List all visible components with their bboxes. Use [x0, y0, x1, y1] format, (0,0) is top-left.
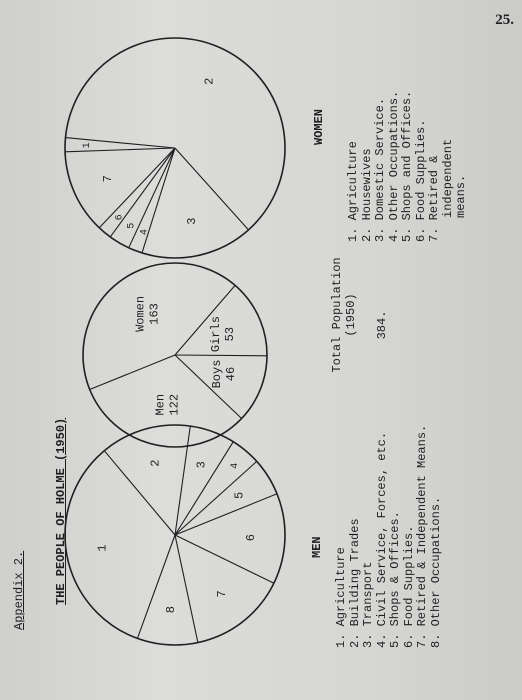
- men-pie-divider: [175, 491, 277, 535]
- pie-slice-label: Boys: [209, 359, 224, 389]
- appendix-heading: Appendix 2.: [12, 550, 26, 630]
- document-title: THE PEOPLE OF HOLME (1950): [54, 417, 68, 605]
- women-chart-title: WOMEN: [312, 108, 326, 145]
- page-number: 25.: [495, 12, 514, 28]
- men-legend-item: 6. Food Supplies.: [401, 525, 416, 648]
- women-pie-slice-label: 5: [126, 222, 138, 229]
- women-legend-item: 1. Agriculture: [346, 141, 360, 242]
- total-pie-divider: [175, 355, 267, 356]
- women-pie-slice-label: 2: [202, 77, 217, 85]
- women-pie-slice-label: 6: [114, 214, 126, 221]
- men-chart-title: MEN: [310, 536, 324, 558]
- pie-slice-label: Women: [133, 295, 148, 332]
- men-legend: [335, 425, 443, 648]
- men-pie-slice-label: 6: [243, 533, 258, 542]
- men-pie-slice-label: 5: [232, 491, 247, 500]
- men-pie-divider: [137, 535, 175, 638]
- men-pie-slice-label: 7: [215, 590, 230, 598]
- women-pie-divider: [129, 148, 175, 248]
- men-legend-item: 5. Shops & Offices.: [388, 511, 402, 648]
- pie-slice-value: 53: [223, 326, 238, 342]
- women-pie-slice-label: 7: [100, 175, 115, 183]
- total-pie-divider: [90, 355, 175, 390]
- pie-slice-value: 122: [167, 393, 182, 416]
- total-population-value: 384.: [375, 310, 389, 340]
- men-pie-divider: [175, 426, 190, 535]
- women-legend-item: 6. Food Supplies.: [413, 119, 428, 242]
- women-pie-slice-label: 1: [81, 142, 93, 149]
- women-legend-item: 2. Housewives: [359, 148, 374, 242]
- women-pie-slice-label: 4: [139, 229, 151, 236]
- women-pie-divider: [99, 148, 175, 228]
- women-legend-item: 5. Shops and Offices.: [400, 90, 414, 242]
- men-pie-divider: [175, 535, 274, 583]
- pie-slice-label: Girls: [209, 316, 224, 353]
- pie-slice-value: 46: [223, 366, 238, 382]
- men-legend-item: 8. Other Occupations.: [428, 496, 443, 648]
- men-pie-divider: [175, 535, 198, 643]
- men-pie-slice-label: 1: [95, 544, 110, 552]
- pie-slice-value: 163: [147, 303, 162, 325]
- men-legend-item: 7. Retired & Independent Means.: [415, 424, 429, 648]
- women-legend-item: 7. Retired &: [427, 155, 441, 242]
- men-legend-item: 1. Agriculture: [334, 547, 348, 648]
- men-legend-item: 2. Building Trades: [347, 518, 362, 648]
- women-pie-divider: [110, 148, 175, 237]
- men-pie-slice-label: 8: [163, 605, 178, 614]
- women-legend-item: 4. Other Occupations.: [386, 90, 401, 242]
- total-pie-divider: [175, 355, 242, 419]
- men-legend-item: 3. Transport: [361, 561, 375, 648]
- women-legend: [347, 91, 469, 242]
- women-legend-item: 3. Domestic Service.: [373, 97, 387, 242]
- men-pie-slice-label: 2: [148, 459, 163, 467]
- women-legend-item: independent: [440, 138, 455, 218]
- women-pie-divider: [65, 148, 175, 152]
- women-pie-slice-label: 3: [184, 217, 199, 225]
- men-pie-slice-label: 3: [194, 461, 209, 469]
- men-pie-slice-label: 4: [230, 462, 241, 469]
- women-pie-divider: [142, 148, 175, 253]
- men-pie-divider: [104, 451, 175, 535]
- men-pie-divider: [175, 442, 233, 535]
- pie-slice-label: Men: [153, 393, 168, 416]
- total-chart-title: Total Population (1950): [330, 257, 358, 373]
- total-pie-divider: [175, 285, 238, 355]
- women-legend-item: means.: [454, 174, 468, 218]
- men-legend-item: 4. Civil Service, Forces, etc.: [374, 431, 389, 648]
